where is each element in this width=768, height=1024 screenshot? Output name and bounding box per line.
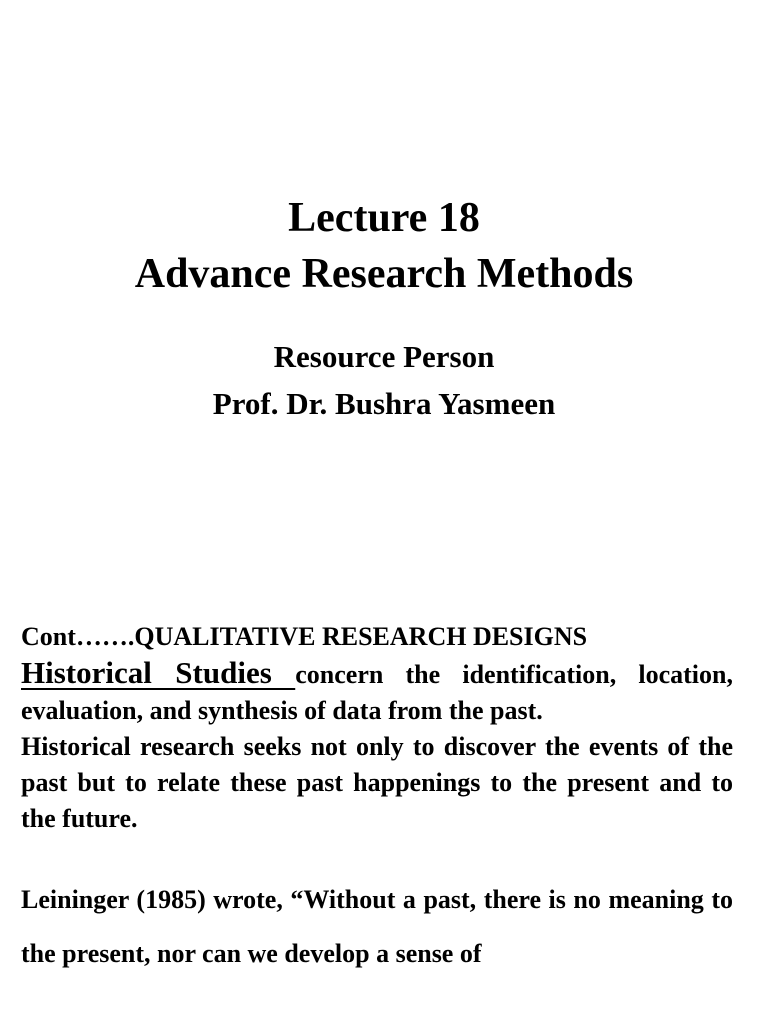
course-title: Advance Research Methods	[134, 251, 634, 297]
lecture-content	[21, 619, 733, 981]
resource-person-block	[0, 333, 768, 427]
resource-person-label: Resource Person	[273, 339, 495, 374]
historical-studies-term: Historical Studies	[21, 655, 296, 690]
definition-text: concern the identification, location, evaluation, and synthesis of data from the past.	[21, 660, 733, 725]
lecture-number: Lecture 18	[288, 195, 480, 241]
leininger-quote: Leininger (1985) wrote, “Without a past, there is no meaning to the present, nor can we develop a sense of	[21, 885, 733, 968]
resource-person-name: Prof. Dr. Bushra Yasmeen	[212, 386, 556, 421]
paragraph-spacer	[21, 837, 733, 873]
lecture-title-block	[0, 190, 768, 302]
definition-paragraph	[21, 655, 733, 729]
section-heading: Cont…….QUALITATIVE RESEARCH DESIGNS	[21, 622, 588, 651]
historical-research-paragraph: Historical research seeks not only to discover the events of the past but to relate these past happenings to the present and to the future.	[21, 732, 733, 833]
